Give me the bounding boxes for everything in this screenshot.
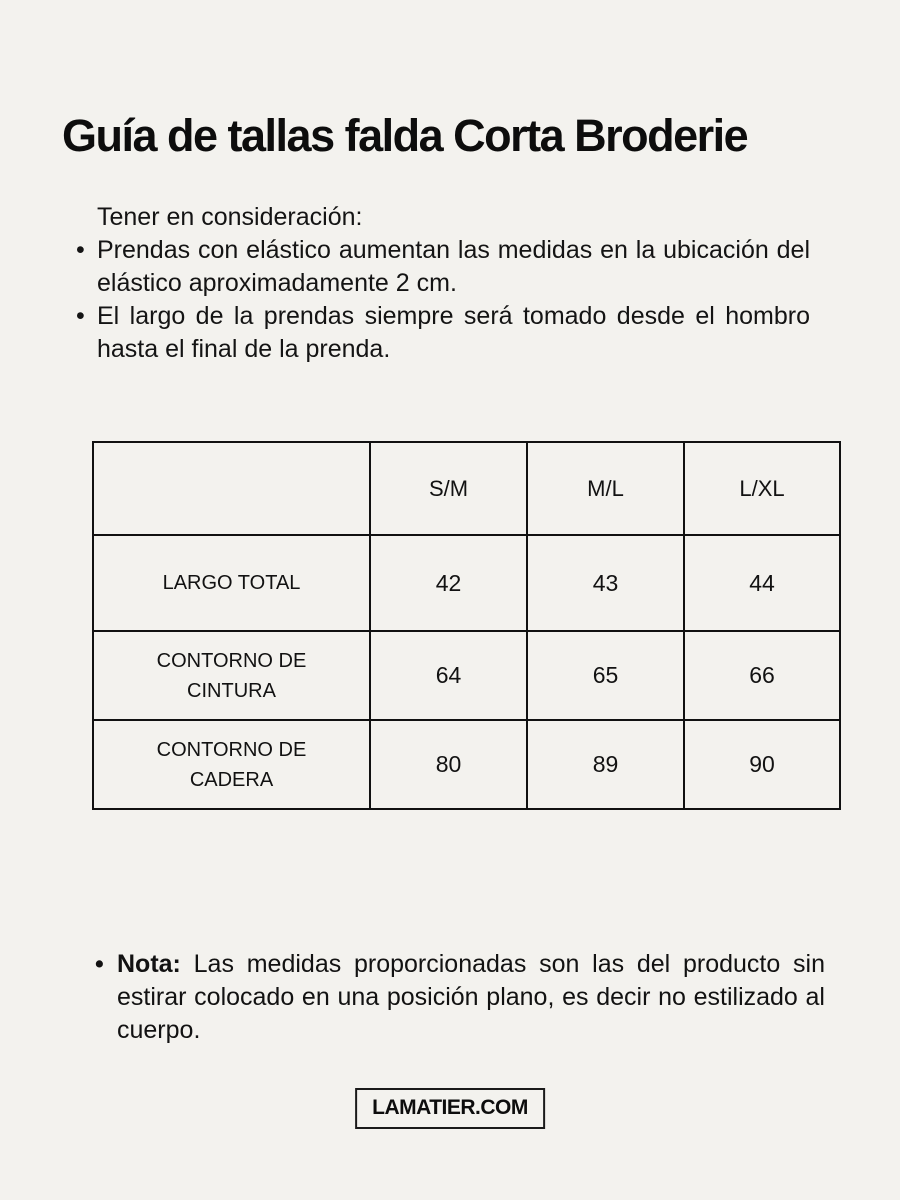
cell-value: 44 [684,535,840,631]
cell-value: 89 [527,720,684,809]
table-row [93,631,840,720]
table-header-empty [93,442,370,535]
considerations-heading: Tener en consideración: [97,203,363,231]
brand-badge [355,1088,545,1129]
considerations-section [97,201,810,366]
table-header-sm: S/M [370,442,527,535]
row-label-contorno-cadera: CONTORNO DE CADERA [93,720,370,809]
cell-value: 42 [370,535,527,631]
table-header-ml: M/L [527,442,684,535]
row-label-largo-total: LARGO TOTAL [93,535,370,631]
page-title: Guía de tallas falda Corta Broderie [62,110,748,161]
cell-value: 90 [684,720,840,809]
cell-value: 66 [684,631,840,720]
list-item: • El largo de la prendas siempre será tomado desde el hombro hasta el final de la prenda. [97,300,810,366]
note-section [117,948,825,1047]
considerations-list [97,234,810,366]
row-label-contorno-cintura: CONTORNO DE CINTURA [93,631,370,720]
list-item: • Prendas con elástico aumentan las medidas en la ubicación del elástico aproximadamente 2 cm. [97,234,810,300]
brand-text: LAMATIER.COM [372,1096,528,1119]
size-table [92,441,841,810]
table-header-row [93,442,840,535]
cell-value: 43 [527,535,684,631]
note-text: Las medidas proporcionadas son las del producto sin estirar colocado en una posición plano, es decir no estilizado al cuerpo. [117,950,825,1044]
cell-value: 80 [370,720,527,809]
table-row [93,720,840,809]
cell-value: 64 [370,631,527,720]
note-label: Nota: [117,950,181,978]
table-row [93,535,840,631]
table-header-lxl: L/XL [684,442,840,535]
cell-value: 65 [527,631,684,720]
